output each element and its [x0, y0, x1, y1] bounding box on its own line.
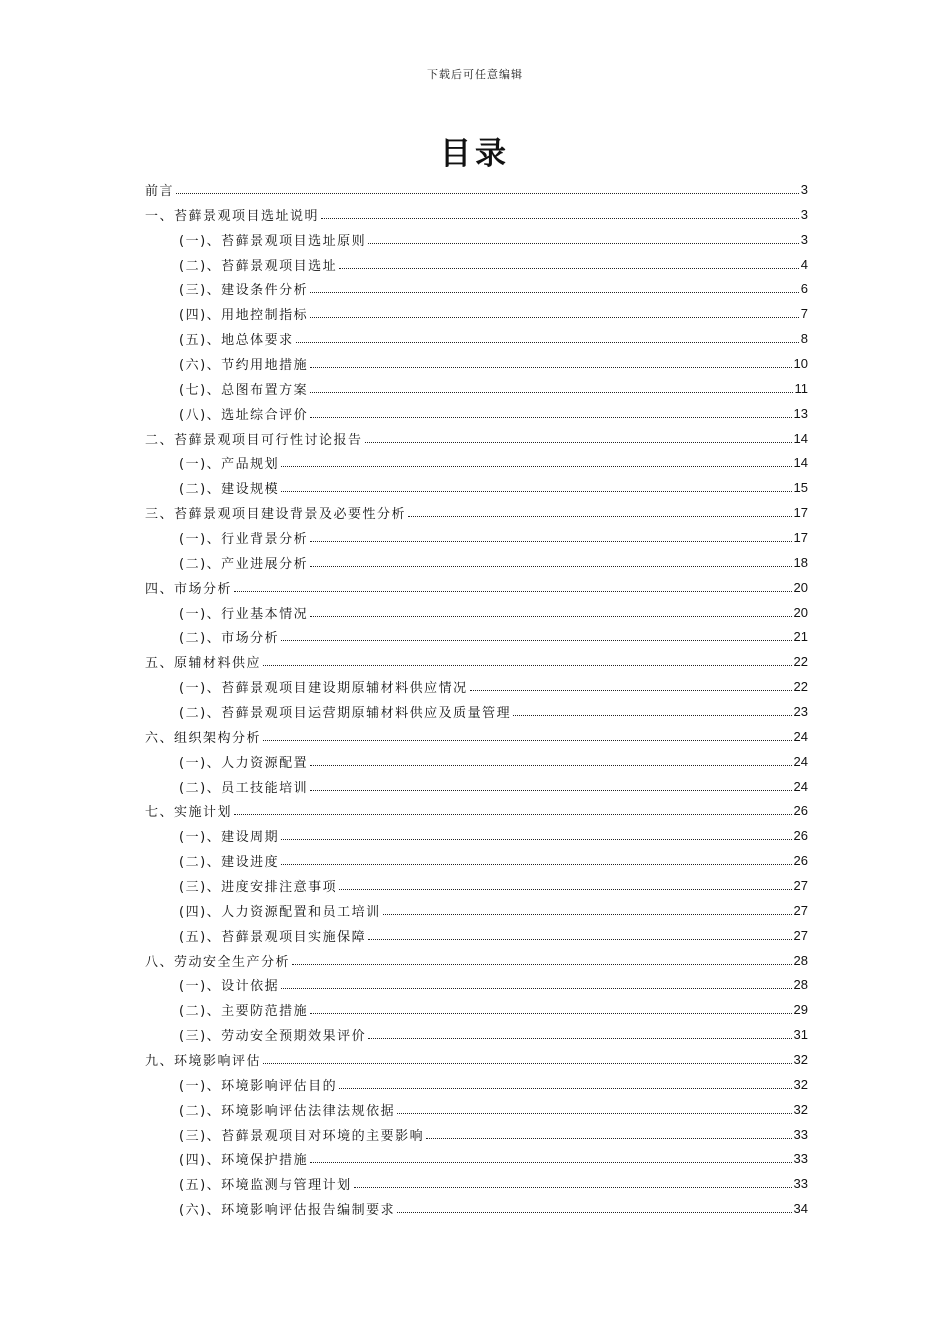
toc-dot-leader — [426, 1138, 791, 1139]
toc-page-number: 29 — [793, 1002, 808, 1018]
toc-section-entry[interactable] — [145, 475, 808, 500]
toc-section-entry[interactable] — [145, 1022, 808, 1047]
toc-section-entry[interactable] — [145, 525, 808, 550]
toc-entry-label: (一)、行业背景分析 — [179, 531, 309, 547]
toc-section-entry[interactable] — [145, 823, 808, 848]
toc-entry-label: 七、实施计划 — [145, 805, 233, 821]
toc-section-entry[interactable] — [145, 1122, 808, 1147]
toc-entry-label: 六、组织架构分析 — [145, 730, 262, 746]
toc-dot-leader — [310, 790, 791, 791]
toc-dot-leader — [234, 814, 792, 815]
toc-section-entry[interactable] — [145, 1171, 808, 1196]
toc-entry-label: (三)、劳动安全预期效果评价 — [179, 1029, 367, 1045]
toc-dot-leader — [368, 1038, 791, 1039]
toc-section-entry[interactable] — [145, 227, 808, 252]
toc-entry-label: (一)、人力资源配置 — [179, 755, 309, 771]
toc-dot-leader — [310, 1162, 791, 1163]
toc-entry-label: (六)、环境影响评估报告编制要求 — [179, 1203, 396, 1219]
toc-section-entry[interactable] — [145, 276, 808, 301]
toc-page-number: 3 — [800, 231, 808, 247]
toc-section-entry[interactable] — [145, 699, 808, 724]
toc-page-number: 4 — [800, 256, 808, 272]
toc-page-number: 28 — [793, 952, 808, 968]
toc-entry-label: 三、苔藓景观项目建设背景及必要性分析 — [145, 507, 407, 523]
toc-entry-label: 二、苔藓景观项目可行性讨论报告 — [145, 432, 363, 448]
toc-dot-leader — [397, 1212, 791, 1213]
toc-page-number: 24 — [793, 753, 808, 769]
toc-dot-leader — [310, 367, 791, 368]
toc-page-number: 7 — [800, 306, 808, 322]
toc-section-entry[interactable] — [145, 624, 808, 649]
toc-chapter-entry[interactable] — [145, 202, 808, 227]
toc-dot-leader — [281, 988, 791, 989]
toc-chapter-entry[interactable] — [145, 575, 808, 600]
toc-section-entry[interactable] — [145, 1097, 808, 1122]
toc-page-number: 3 — [800, 181, 808, 197]
toc-entry-label: (二)、苔藓景观项目运营期原辅材料供应及质量管理 — [179, 705, 512, 721]
toc-page-number: 23 — [793, 703, 808, 719]
toc-page-number: 26 — [793, 803, 808, 819]
toc-dot-leader — [176, 193, 799, 194]
toc-dot-leader — [368, 243, 799, 244]
toc-page-number: 32 — [793, 1076, 808, 1092]
toc-dot-leader — [310, 292, 799, 293]
toc-entry-label: 前言 — [145, 183, 175, 199]
toc-entry-label: (一)、产品规划 — [179, 457, 280, 473]
toc-page-number: 15 — [793, 480, 808, 496]
toc-entry-label: (二)、产业进展分析 — [179, 556, 309, 572]
toc-dot-leader — [397, 1113, 791, 1114]
toc-page-number: 8 — [800, 331, 808, 347]
toc-dot-leader — [281, 491, 791, 492]
toc-entry-label: (二)、市场分析 — [179, 631, 280, 647]
toc-page-number: 11 — [794, 380, 808, 396]
toc-page-number: 27 — [793, 902, 808, 918]
toc-entry-label: (四)、用地控制指标 — [179, 308, 309, 324]
toc-entry-label: (五)、环境监测与管理计划 — [179, 1178, 352, 1194]
toc-dot-leader — [310, 765, 791, 766]
toc-dot-leader — [310, 417, 791, 418]
toc-entry-label: 九、环境影响评估 — [145, 1054, 262, 1069]
toc-entry-label: (六)、节约用地措施 — [179, 357, 309, 373]
toc-page-number: 27 — [793, 877, 808, 893]
toc-page-number: 31 — [793, 1027, 808, 1043]
toc-dot-leader — [470, 690, 792, 691]
toc-page-number: 14 — [793, 430, 808, 446]
toc-entry-label: (一)、建设周期 — [179, 830, 280, 846]
page-title: 目录 — [440, 136, 510, 172]
toc-dot-leader — [354, 1187, 792, 1188]
toc-section-entry[interactable] — [145, 401, 808, 426]
toc-section-entry[interactable] — [145, 376, 808, 401]
toc-entry-label: (八)、选址综合评价 — [179, 407, 309, 423]
toc-dot-leader — [310, 1013, 791, 1014]
toc-dot-leader — [339, 268, 799, 269]
toc-entry-label: (二)、苔藓景观项目选址 — [179, 258, 338, 274]
toc-dot-leader — [281, 466, 791, 467]
toc-page-number: 20 — [793, 579, 808, 595]
toc-page-number: 28 — [793, 977, 808, 993]
toc-entry-label: (一)、苔藓景观项目选址原则 — [179, 233, 367, 249]
toc-dot-leader — [310, 566, 791, 567]
toc-entry-label: (三)、建设条件分析 — [179, 283, 309, 299]
toc-page-number: 24 — [793, 728, 808, 744]
toc-dot-leader — [292, 964, 792, 965]
toc-section-entry[interactable] — [145, 326, 808, 351]
toc-section-entry[interactable] — [145, 1196, 808, 1221]
toc-section-entry[interactable] — [145, 848, 808, 873]
toc-entry-label: (二)、主要防范措施 — [179, 1004, 309, 1020]
toc-page-number: 22 — [793, 654, 808, 670]
toc-dot-leader — [365, 442, 792, 443]
toc-page-number: 6 — [800, 281, 808, 297]
toc-chapter-entry[interactable] — [145, 724, 808, 749]
toc-page-number: 27 — [793, 927, 808, 943]
toc-section-entry[interactable] — [145, 873, 808, 898]
toc-page-number: 34 — [793, 1201, 808, 1217]
toc-page-number: 20 — [793, 604, 808, 620]
toc-entry-label: (二)、建设进度 — [179, 855, 280, 871]
toc-page-number: 32 — [793, 1052, 808, 1067]
toc-entry-label: (四)、环境保护措施 — [179, 1153, 309, 1169]
toc-dot-leader — [339, 889, 791, 890]
toc-dot-leader — [321, 218, 799, 219]
toc-dot-leader — [263, 740, 792, 741]
toc-entry-label: (一)、行业基本情况 — [179, 606, 309, 622]
toc-page-number: 3 — [800, 206, 808, 222]
toc-section-entry[interactable] — [145, 1072, 808, 1097]
toc-page-number: 33 — [793, 1126, 808, 1142]
toc-dot-leader — [310, 616, 791, 617]
toc-entry-label: (四)、人力资源配置和员工培训 — [179, 904, 381, 920]
toc-page-number: 14 — [793, 455, 808, 471]
toc-entry-label: (三)、苔藓景观项目对环境的主要影响 — [179, 1128, 425, 1144]
toc-page-number: 22 — [793, 679, 808, 695]
toc-dot-leader — [513, 715, 791, 716]
toc-entry-label: 一、苔藓景观项目选址说明 — [145, 208, 320, 224]
toc-chapter-entry[interactable] — [145, 1047, 808, 1072]
toc-dot-leader — [281, 640, 791, 641]
toc-entry-label: 五、原辅材料供应 — [145, 656, 262, 672]
toc-section-entry[interactable] — [145, 997, 808, 1022]
toc-entry-label: (二)、员工技能培训 — [179, 780, 309, 796]
toc-page-number: 17 — [793, 529, 808, 545]
toc-entry-label: (一)、苔藓景观项目建设期原辅材料供应情况 — [179, 681, 468, 697]
toc-section-entry[interactable] — [145, 600, 808, 625]
toc-section-entry[interactable] — [145, 749, 808, 774]
toc-section-entry[interactable] — [145, 898, 808, 923]
toc-section-entry[interactable] — [145, 674, 808, 699]
toc-page-number: 26 — [793, 853, 808, 869]
toc-section-entry[interactable] — [145, 450, 808, 475]
header-note: 下载后可任意编辑 — [427, 68, 523, 81]
toc-entry-label: 八、劳动安全生产分析 — [145, 954, 291, 970]
toc-chapter-entry[interactable] — [145, 500, 808, 525]
toc-entry-label: (三)、进度安排注意事项 — [179, 879, 338, 895]
toc-entry-label: (五)、地总体要求 — [179, 333, 294, 349]
table-of-contents — [145, 177, 808, 1221]
toc-section-entry[interactable] — [145, 1147, 808, 1172]
toc-dot-leader — [263, 1063, 792, 1064]
toc-chapter-entry[interactable] — [145, 798, 808, 823]
toc-chapter-entry[interactable] — [145, 177, 808, 202]
toc-page-number: 10 — [793, 355, 808, 371]
toc-page-number: 17 — [793, 505, 808, 521]
toc-page-number: 32 — [793, 1101, 808, 1117]
toc-section-entry[interactable] — [145, 252, 808, 277]
toc-entry-label: (二)、环境影响评估法律法规依据 — [179, 1103, 396, 1119]
toc-dot-leader — [296, 342, 799, 343]
toc-dot-leader — [310, 392, 792, 393]
toc-page-number: 13 — [793, 405, 808, 421]
toc-page-number: 26 — [793, 828, 808, 844]
toc-chapter-entry[interactable] — [145, 426, 808, 451]
toc-dot-leader — [281, 864, 791, 865]
toc-dot-leader — [263, 665, 792, 666]
toc-section-entry[interactable] — [145, 923, 808, 948]
toc-dot-leader — [408, 516, 792, 517]
toc-section-entry[interactable] — [145, 351, 808, 376]
toc-page-number: 18 — [793, 554, 808, 570]
toc-dot-leader — [281, 839, 791, 840]
toc-dot-leader — [383, 914, 792, 915]
toc-dot-leader — [310, 541, 791, 542]
toc-page-number: 21 — [793, 629, 808, 645]
toc-entry-label: (一)、环境影响评估目的 — [179, 1078, 338, 1094]
toc-section-entry[interactable] — [145, 774, 808, 799]
toc-entry-label: (一)、设计依据 — [179, 979, 280, 995]
toc-entry-label: (五)、苔藓景观项目实施保障 — [179, 929, 367, 945]
toc-dot-leader — [368, 939, 791, 940]
toc-chapter-entry[interactable] — [145, 948, 808, 973]
toc-section-entry[interactable] — [145, 973, 808, 998]
toc-page-number: 33 — [793, 1176, 808, 1192]
toc-entry-label: 四、市场分析 — [145, 581, 233, 597]
toc-entry-label: (七)、总图布置方案 — [179, 382, 309, 398]
toc-section-entry[interactable] — [145, 301, 808, 326]
toc-dot-leader — [339, 1088, 791, 1089]
toc-dot-leader — [234, 591, 792, 592]
toc-dot-leader — [310, 317, 799, 318]
toc-page-number: 33 — [793, 1151, 808, 1167]
toc-chapter-entry[interactable] — [145, 649, 808, 674]
toc-page-number: 24 — [793, 778, 808, 794]
toc-section-entry[interactable] — [145, 550, 808, 575]
toc-entry-label: (二)、建设规模 — [179, 482, 280, 498]
